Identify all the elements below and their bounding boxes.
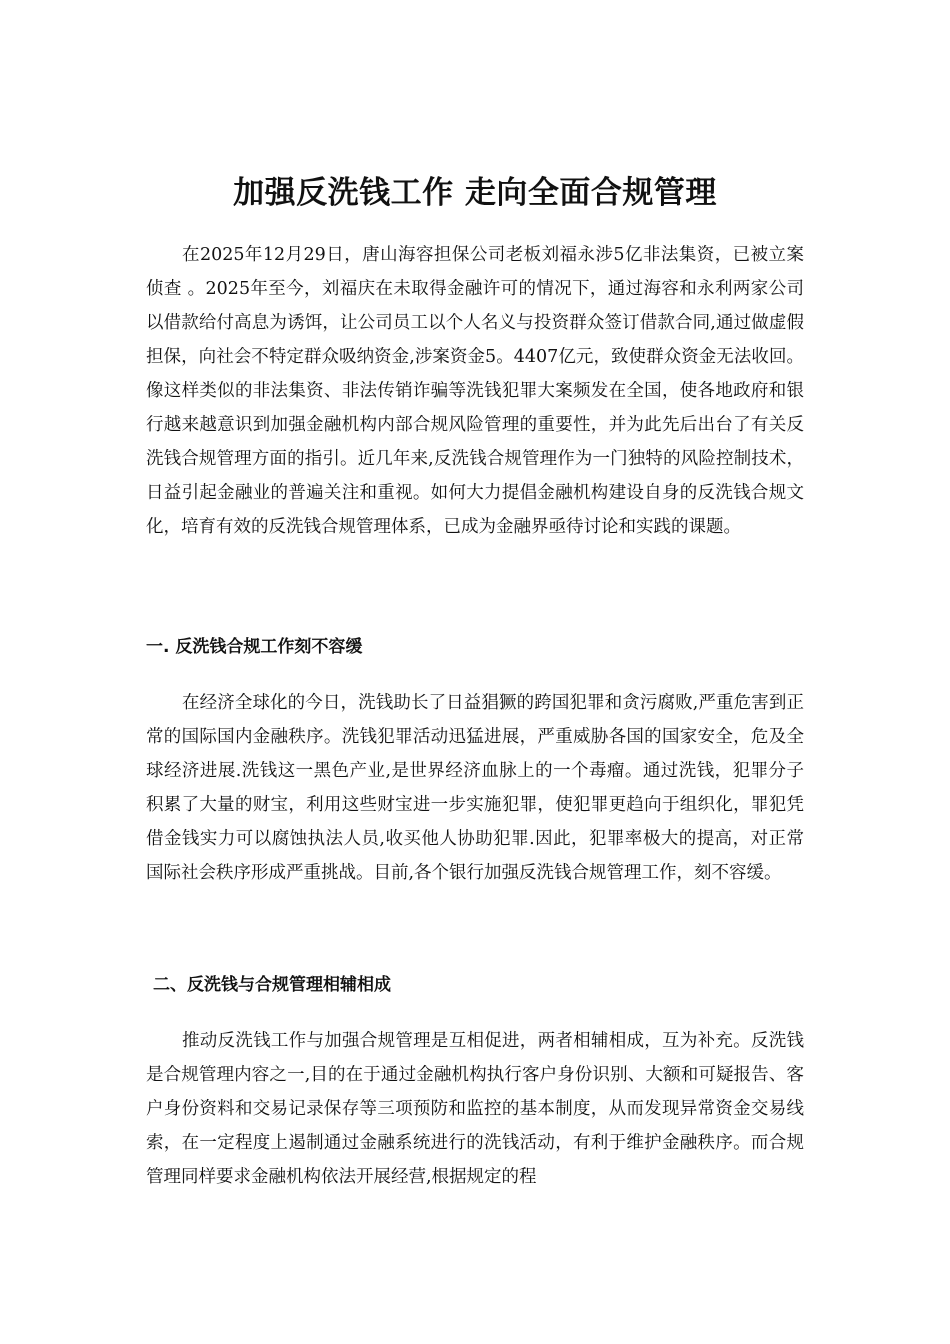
body-paragraph: 在2025年12月29日，唐山海容担保公司老板刘福永涉5亿非法集资，已被立案侦查 。2025年至今，刘福庆在未取得金融许可的情况下，通过海容和永利两家公司以借款给付高息为诱饵，让公司员工以个人名义与投资群众签订借款合同,通过做虚假担保，向社会不特定群众吸纳资金,涉案资金5。4407亿元，致使群众资金无法收回。像这样类似的非法集资、非法传销诈骗等洗钱犯罪大案频发在全国，使各地政府和银行越来越意识到加强金融机构内部合规风险管理的重要性，并为此先后出台了有关反洗钱合规管理方面的指引。近几年来,反洗钱合规管理作为一门独特的风险控制技术，日益引起金融业的普遍关注和重视。如何大力提倡金融机构建设自身的反洗钱合规文化，培育有效的反洗钱合规管理体系，已成为金融界亟待讨论和实践的课题。 <box>146 245 804 537</box>
section-heading: 二、反洗钱与合规管理相辅相成 <box>153 975 391 995</box>
document-title: 加强反洗钱工作 走向全面合规管理 <box>233 174 717 211</box>
body-paragraph: 推动反洗钱工作与加强合规管理是互相促进，两者相辅相成，互为补充。反洗钱是合规管理内容之一,目的在于通过金融机构执行客户身份识别、大额和可疑报告、客户身份资料和交易记录保存等三项预防和监控的基本制度，从而发现异常资金交易线索，在一定程度上遏制通过金融系统进行的洗钱活动，有利于维护金融秩序。而合规管理同样要求金融机构依法开展经营,根据规定的程 <box>146 1031 804 1187</box>
body-paragraph: 在经济全球化的今日，洗钱助长了日益猖獗的跨国犯罪和贪污腐败,严重危害到正常的国际国内金融秩序。洗钱犯罪活动迅猛进展，严重威胁各国的国家安全，危及全球经济进展.洗钱这一黑色产业,是世界经济血脉上的一个毒瘤。通过洗钱，犯罪分子积累了大量的财宝，利用这些财宝进一步实施犯罪，使犯罪更趋向于组织化，罪犯凭借金钱实力可以腐蚀执法人员,收买他人协助犯罪.因此，犯罪率极大的提高，对正常国际社会秩序形成严重挑战。目前,各个银行加强反洗钱合规管理工作，刻不容缓。 <box>146 693 804 883</box>
section-heading: 一. 反洗钱合规工作刻不容缓 <box>146 637 363 657</box>
